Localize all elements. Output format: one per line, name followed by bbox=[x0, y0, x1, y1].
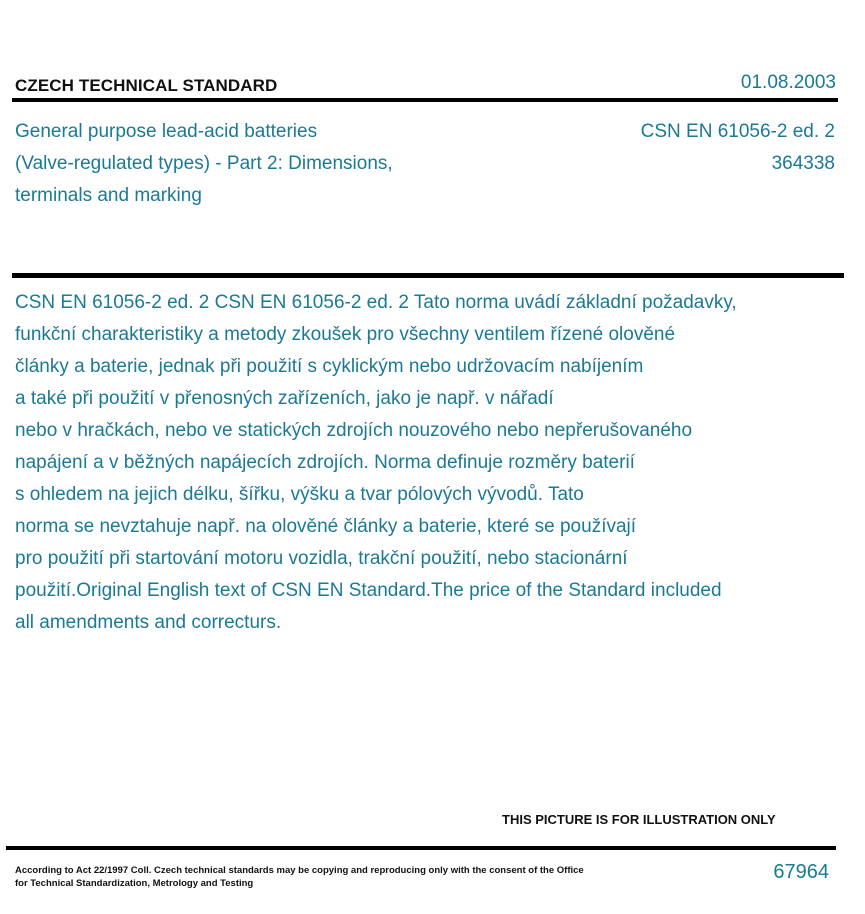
standard-description: CSN EN 61056-2 ed. 2 CSN EN 61056-2 ed. 2 Tato norma uvádí základní požadavky, funkční charakteristiky a metody zkoušek pro všechny ventilem řízené olověné články a baterie, jednak při použití s cyklickým nebo udržovacím nabíjením a také při použití v přenosných zařízeních, jako je např. v nářadí nebo v hračkách, nebo ve statických zdrojích nouzového nebo nepřerušovaného napájení a v běžných napájecích zdrojích. Norma definuje rozměry baterií s ohledem na jejich délku, šířku, výšku a tvar pólových vývodů. Tato norma se nevztahuje např. na olověné články a baterie, které se používají pro použití při startování motoru vozidla, trakční použití, nebo stacionární použití.Original English text of CSN EN Standard.The price of the Standard included all amendments and correcturs. bbox=[15, 292, 737, 633]
document-code: 67964 bbox=[773, 861, 829, 883]
section-rule bbox=[12, 273, 844, 278]
illustration-note: THIS PICTURE IS FOR ILLUSTRATION ONLY bbox=[502, 812, 776, 827]
catalog-number: 364338 bbox=[771, 153, 835, 174]
document-type-title: CZECH TECHNICAL STANDARD bbox=[15, 76, 278, 95]
standard-title: General purpose lead-acid batteries (Valve-regulated types) - Part 2: Dimensions, terminals and marking bbox=[15, 121, 393, 206]
legal-notice: According to Act 22/1997 Coll. Czech technical standards may be copying and reproducing only with the consent of the Office for Technical Standardization, Metrology and Testing bbox=[15, 865, 584, 889]
header-rule bbox=[12, 98, 838, 102]
footer-rule bbox=[6, 846, 836, 850]
standard-number: CSN EN 61056-2 ed. 2 bbox=[640, 121, 835, 142]
standard-identifiers bbox=[641, 116, 835, 180]
publication-date: 01.08.2003 bbox=[740, 72, 836, 93]
